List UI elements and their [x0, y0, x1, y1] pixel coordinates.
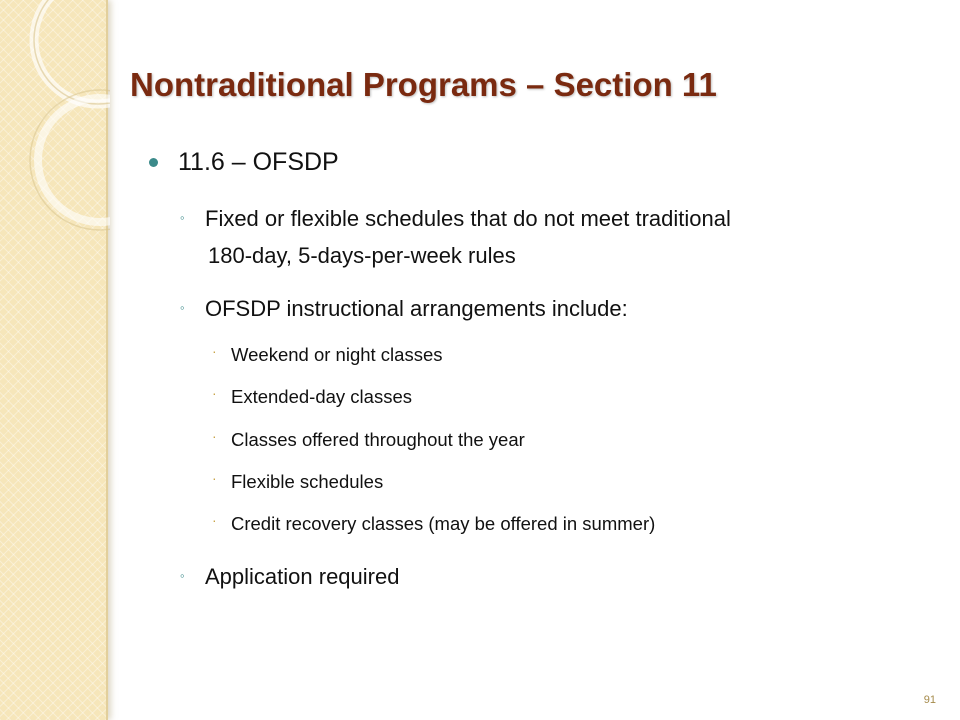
level2-item-line: OFSDP instructional arrangements include: — [205, 296, 628, 321]
small-dot-bullet-icon: · — [212, 385, 217, 401]
level2-item-line: 180-day, 5-days-per-week rules — [208, 243, 516, 268]
slide-number: 91 — [923, 694, 936, 706]
level3-item: Classes offered throughout the year — [231, 429, 525, 450]
small-dot-bullet-icon: · — [212, 512, 217, 528]
small-dot-bullet-icon: · — [212, 470, 217, 486]
ring-bullet-icon: ◦ — [180, 210, 185, 225]
decorative-side-band — [0, 0, 108, 720]
level2-item-line: Application required — [205, 564, 400, 589]
small-dot-bullet-icon: · — [212, 343, 217, 359]
level3-item: Extended-day classes — [231, 386, 412, 407]
small-dot-bullet-icon: · — [212, 428, 217, 444]
level3-item: Flexible schedules — [231, 471, 384, 492]
slide-title: Nontraditional Programs – Section 11 — [130, 66, 717, 103]
level2-item-line: Fixed or flexible schedules that do not meet traditional — [205, 206, 731, 231]
ring-bullet-icon: ◦ — [180, 568, 185, 583]
level1-item: 11.6 – OFSDP — [178, 148, 339, 176]
filled-circle-bullet-icon — [149, 158, 158, 167]
ring-bullet-icon: ◦ — [180, 300, 185, 315]
decorative-circles-icon — [0, 0, 110, 260]
level3-item: Weekend or night classes — [231, 344, 443, 365]
level3-item: Credit recovery classes (may be offered in summer) — [231, 513, 656, 534]
